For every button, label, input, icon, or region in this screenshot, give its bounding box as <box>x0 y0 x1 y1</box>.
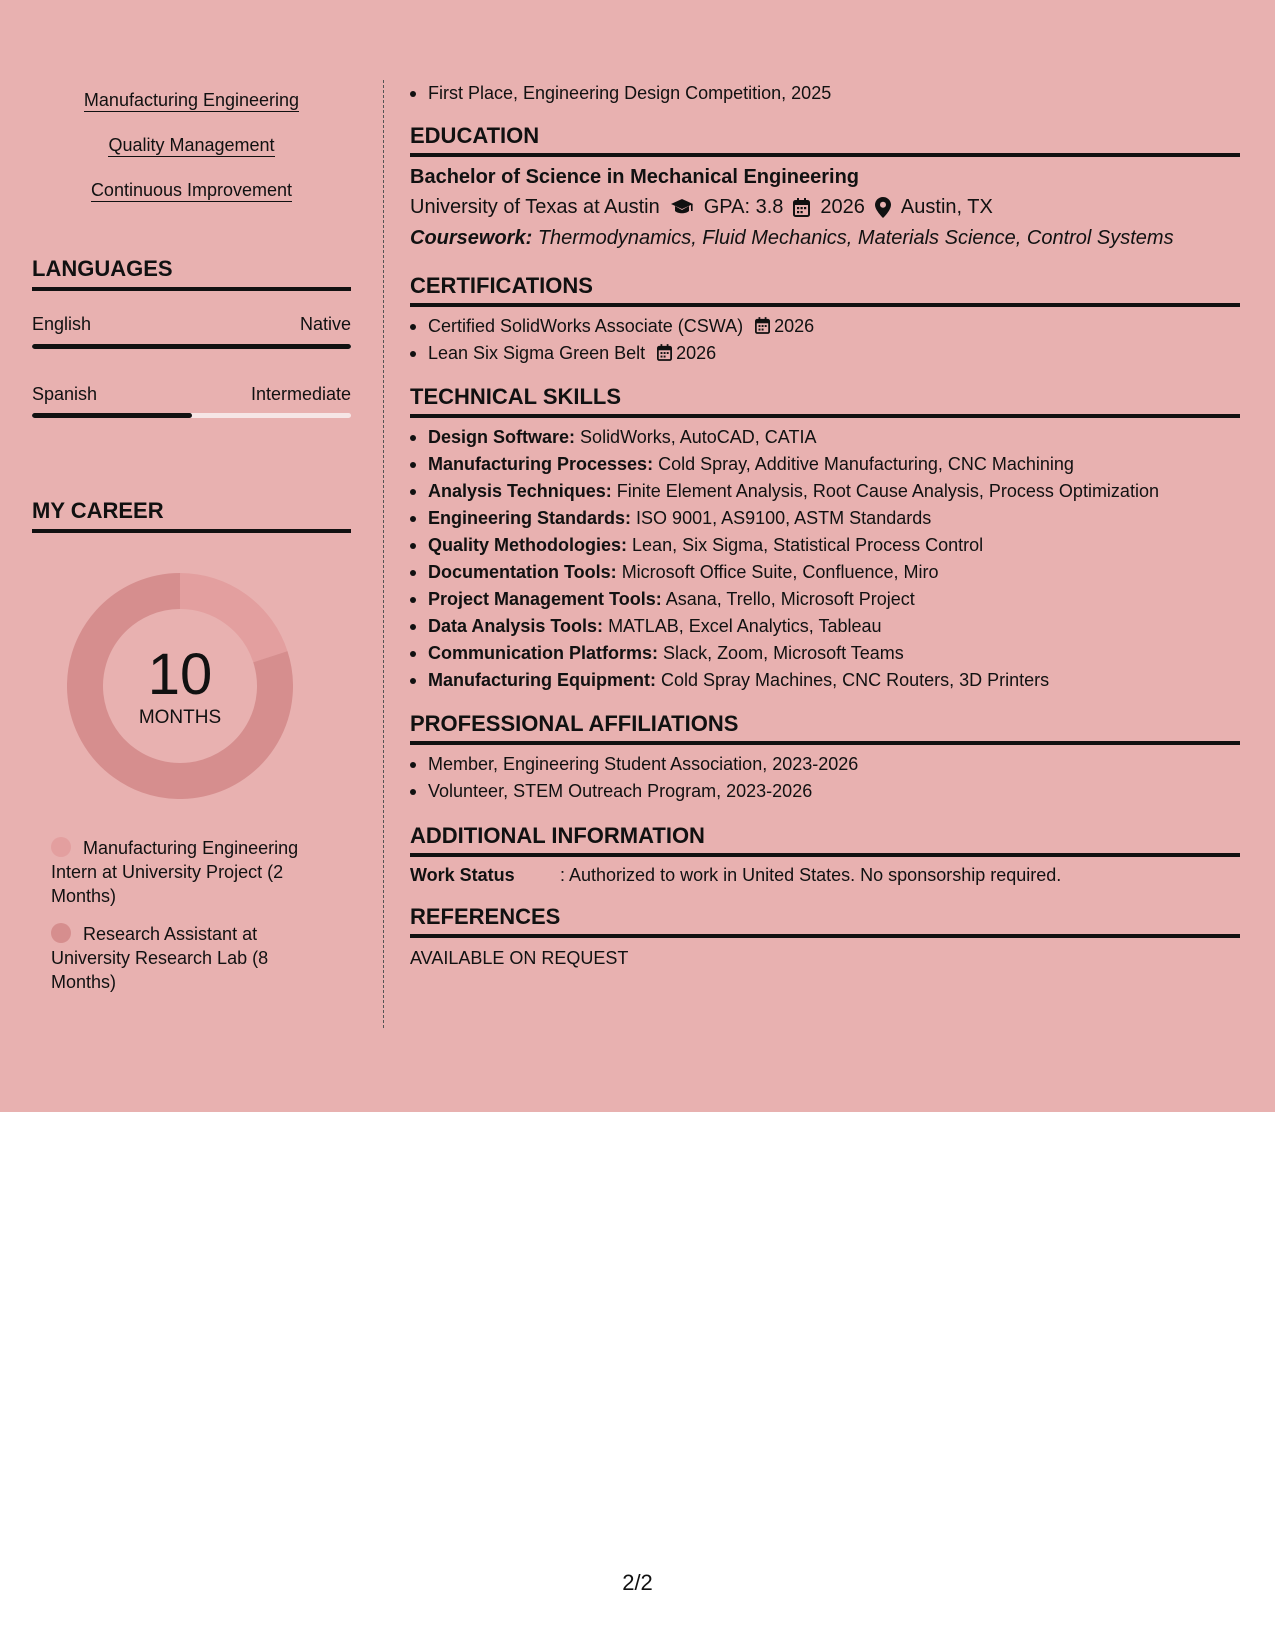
language-bar <box>32 344 351 349</box>
work-status <box>410 863 1061 887</box>
skill-link[interactable]: Manufacturing Engineering <box>83 90 300 110</box>
languages-heading: LANGUAGES <box>32 255 351 291</box>
language-level: Intermediate <box>250 384 351 404</box>
additional-info-heading: ADDITIONAL INFORMATION <box>410 822 1240 857</box>
legend-dot <box>51 837 71 857</box>
technical-skills-heading: TECHNICAL SKILLS <box>410 383 1240 418</box>
language-bar <box>32 413 351 418</box>
calendar-icon <box>657 343 672 367</box>
language-name: English <box>32 314 92 334</box>
coursework <box>410 225 1174 251</box>
university-location: Austin, TX <box>900 196 993 218</box>
work-status-label: Work Status <box>410 865 515 885</box>
graduation-cap-icon <box>670 198 694 216</box>
affiliations-heading: PROFESSIONAL AFFILIATIONS <box>410 710 1240 745</box>
language-bar-fill <box>32 413 192 418</box>
career-total-months: 10 <box>147 642 213 707</box>
gpa: GPA: 3.8 <box>703 196 784 218</box>
career-unit-label: MONTHS <box>138 707 222 728</box>
page-number: 2/2 <box>622 1570 653 1595</box>
career-heading: MY CAREER <box>32 497 351 533</box>
legend-dot <box>51 923 71 943</box>
language-level: Native <box>299 314 351 334</box>
university-name: University of Texas at Austin <box>410 196 660 218</box>
calendar-icon <box>755 316 770 340</box>
location-pin-icon <box>875 197 891 218</box>
column-divider <box>383 80 384 1028</box>
work-status-value: : Authorized to work in United States. No sponsorship required. <box>560 865 1062 885</box>
career-legend-label: Manufacturing Engineering Intern at University Project (2 Months) <box>51 838 299 906</box>
language-bar-fill <box>32 344 351 349</box>
skill-link[interactable]: Quality Management <box>108 135 275 155</box>
career-legend-item <box>51 836 331 908</box>
references-text: AVAILABLE ON REQUEST <box>410 948 629 968</box>
graduation-year: 2026 <box>820 196 865 218</box>
language-row <box>32 383 351 405</box>
coursework-list: Thermodynamics, Fluid Mechanics, Materials Science, Control Systems <box>537 227 1174 249</box>
career-donut-chart <box>67 573 293 799</box>
references-heading: REFERENCES <box>410 903 1240 938</box>
career-legend-label: Research Assistant at University Research Lab (8 Months) <box>51 924 269 992</box>
certifications-heading: CERTIFICATIONS <box>410 272 1240 307</box>
coursework-label: Coursework: <box>410 227 533 249</box>
education-heading: EDUCATION <box>410 122 1240 157</box>
language-row <box>32 313 351 335</box>
career-legend-item <box>51 922 331 994</box>
skill-link[interactable]: Continuous Improvement <box>90 180 293 200</box>
education-details <box>410 194 993 220</box>
calendar-icon <box>793 198 810 217</box>
language-name: Spanish <box>32 384 98 404</box>
degree-title: Bachelor of Science in Mechanical Engineering <box>410 166 860 188</box>
